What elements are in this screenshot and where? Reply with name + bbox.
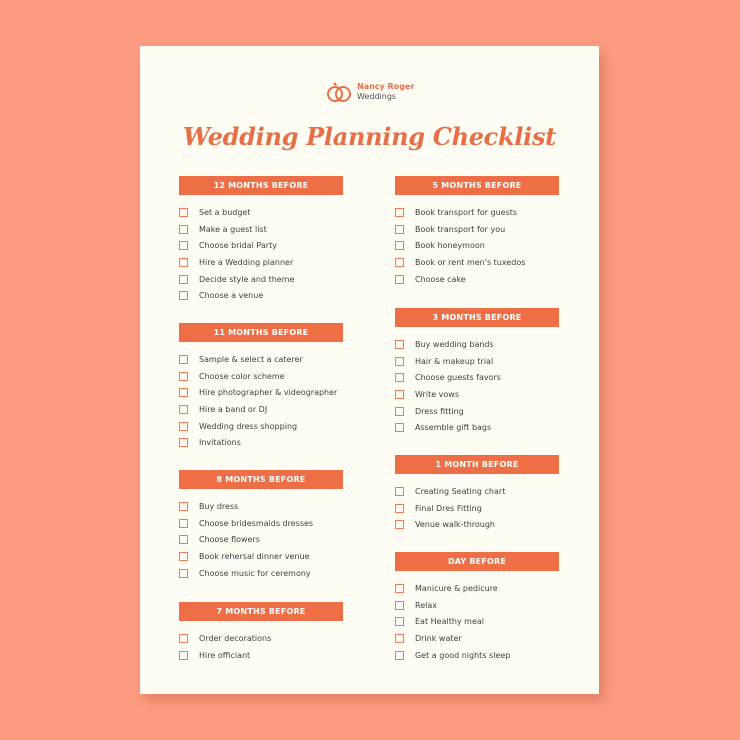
checkbox[interactable] [395,390,404,399]
list-item[interactable] [395,336,559,353]
item-label: Book or rent men's tuxedos [415,257,526,267]
checkbox[interactable] [179,651,188,660]
list-item[interactable] [395,221,559,238]
item-label: Hire a Wedding planner [199,257,294,267]
item-label: Book transport for you [415,224,506,234]
list-item[interactable] [395,204,559,221]
item-label: Book honeymoon [415,241,485,251]
checkbox[interactable] [395,423,404,432]
section-header: 11 MONTHS BEFORE [179,323,343,342]
checkbox[interactable] [395,601,404,610]
brand-name: Nancy Roger [357,82,415,91]
checklist-page [140,46,599,694]
item-label: Relax [415,600,437,610]
checkbox[interactable] [179,388,188,397]
list-item[interactable] [179,565,343,582]
list-item[interactable] [179,368,343,385]
list-item[interactable] [179,418,343,435]
list-item[interactable] [179,548,343,565]
list-item[interactable] [179,204,343,221]
checkbox[interactable] [395,651,404,660]
list-item[interactable] [179,630,343,647]
item-label: Decide style and theme [199,274,295,284]
checkbox[interactable] [179,291,188,300]
checkbox[interactable] [395,225,404,234]
list-item[interactable] [395,419,559,436]
list-item[interactable] [179,221,343,238]
item-label: Order decorations [199,633,272,643]
checkbox[interactable] [395,275,404,284]
item-label: Drink water [415,633,462,643]
checkbox[interactable] [395,258,404,267]
checkbox[interactable] [179,438,188,447]
checkbox[interactable] [395,487,404,496]
checkbox[interactable] [179,405,188,414]
item-label: Get a good nights sleep [415,650,511,660]
list-item[interactable] [395,647,559,664]
list-item[interactable] [179,351,343,368]
checkbox[interactable] [179,502,188,511]
list-item[interactable] [179,237,343,254]
checkbox[interactable] [395,520,404,529]
item-label: Creating Seating chart [415,486,506,496]
item-label: Final Dres Fitting [415,503,482,513]
brand-logo-block [325,81,414,103]
section-header: DAY BEFORE [395,552,559,571]
list-item[interactable] [179,401,343,418]
checkbox[interactable] [179,519,188,528]
item-label: Choose color scheme [199,371,285,381]
section-day-before [395,552,559,663]
list-item[interactable] [179,287,343,304]
list-item[interactable] [395,353,559,370]
item-label: Choose flowers [199,535,260,545]
brand-subtitle: Weddings [357,92,397,101]
item-label: Hair & makeup trial [415,356,494,366]
item-label: Hire officiant [199,650,251,660]
list-item[interactable] [395,254,559,271]
list-item[interactable] [395,483,559,500]
checkbox[interactable] [179,535,188,544]
item-label: Eat Healthy meal [415,617,485,627]
section-8-months [179,470,343,581]
section-header: 7 MONTHS BEFORE [179,602,343,621]
item-label: Hire photographer & videographer [199,388,338,398]
section-5-months [395,176,559,287]
checkbox[interactable] [395,504,404,513]
section-header: 8 MONTHS BEFORE [179,470,343,489]
checkbox[interactable] [395,208,404,217]
section-header: 1 MONTH BEFORE [395,455,559,474]
section-header: 3 MONTHS BEFORE [395,308,559,327]
rings-icon [325,81,353,103]
list-item[interactable] [395,630,559,647]
item-label: Invitations [199,438,241,448]
checkbox[interactable] [179,422,188,431]
list-item[interactable] [395,500,559,517]
checkbox[interactable] [179,552,188,561]
section-7-months [179,602,343,663]
item-label: Buy wedding bands [415,339,494,349]
checkbox[interactable] [179,355,188,364]
item-label: Choose music for ceremony [199,568,311,578]
checkbox[interactable] [395,617,404,626]
section-12-months [179,176,343,304]
item-label: Buy dress [199,501,239,511]
item-label: Book transport for guests [415,207,518,217]
item-label: Wedding dress shopping [199,421,298,431]
list-item[interactable] [395,516,559,533]
checkbox[interactable] [179,372,188,381]
item-label: Choose a venue [199,291,264,301]
item-label: Choose bridal Party [199,241,277,251]
list-item[interactable] [395,386,559,403]
checkbox[interactable] [179,258,188,267]
page-title: Wedding Planning Checklist [183,122,556,151]
checkbox[interactable] [395,634,404,643]
list-item[interactable] [179,531,343,548]
checkbox[interactable] [179,634,188,643]
list-item[interactable] [395,237,559,254]
item-label: Assemble gift bags [415,423,492,433]
checkbox[interactable] [395,373,404,382]
checkbox[interactable] [395,241,404,250]
checkbox[interactable] [179,569,188,578]
item-label: Venue walk-through [415,520,495,530]
item-label: Choose guests favors [415,373,501,383]
list-item[interactable] [395,580,559,597]
checkbox[interactable] [179,275,188,284]
checkbox[interactable] [395,340,404,349]
section-3-months [395,308,559,436]
section-11-months [179,323,343,451]
list-item[interactable] [395,403,559,420]
item-label: Set a budget [199,207,251,217]
section-1-month [395,455,559,533]
item-label: Book rehersal dinner venue [199,551,310,561]
list-item[interactable] [179,271,343,288]
item-label: Choose cake [415,274,466,284]
item-label: Dress fitting [415,406,464,416]
checkbox[interactable] [395,584,404,593]
item-label: Manicure & pedicure [415,583,498,593]
list-item[interactable] [179,254,343,271]
list-item[interactable] [179,498,343,515]
checkbox[interactable] [395,357,404,366]
checkbox[interactable] [179,241,188,250]
list-item[interactable] [179,647,343,664]
item-label: Sample & select a caterer [199,354,303,364]
item-label: Make a guest list [199,224,267,234]
section-header: 5 MONTHS BEFORE [395,176,559,195]
section-header: 12 MONTHS BEFORE [179,176,343,195]
list-item[interactable] [395,613,559,630]
list-item[interactable] [179,515,343,532]
item-label: Choose bridesmaids dresses [199,518,314,528]
list-item[interactable] [395,597,559,614]
item-label: Hire a band or DJ [199,404,268,414]
item-label: Write vows [415,389,460,399]
checkbox[interactable] [395,407,404,416]
list-item[interactable] [179,434,343,451]
list-item[interactable] [395,369,559,386]
checkbox[interactable] [179,225,188,234]
checkbox[interactable] [179,208,188,217]
list-item[interactable] [395,271,559,288]
list-item[interactable] [179,384,343,401]
